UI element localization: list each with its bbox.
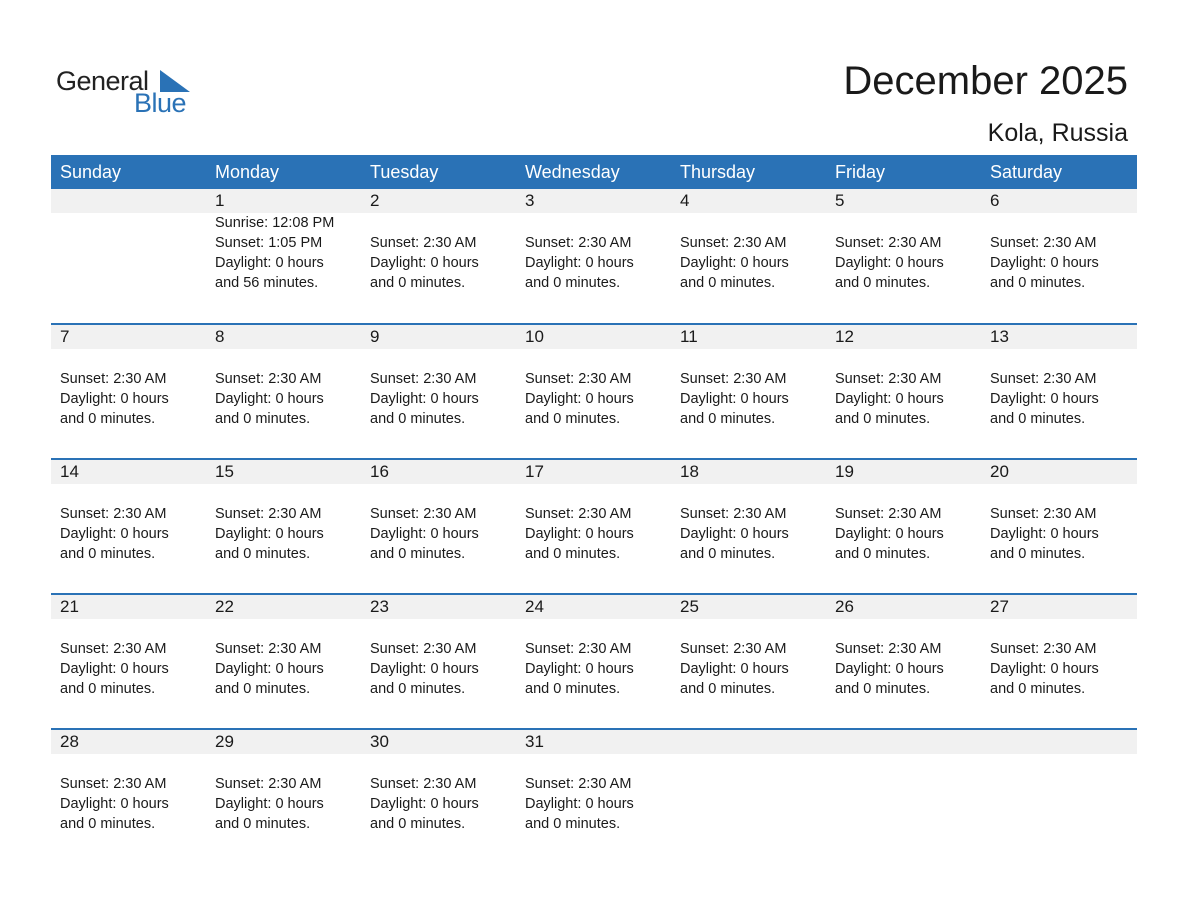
day-cell-info bbox=[206, 349, 361, 429]
daylight-text: Daylight: 0 hours bbox=[990, 255, 1099, 271]
sunrise-text: Sunrise: 12:08 PM bbox=[215, 215, 335, 231]
daylight-text: and 56 minutes. bbox=[215, 275, 319, 291]
sunset-text: Sunset: 2:30 AM bbox=[370, 371, 477, 387]
sunset-text: Sunset: 2:30 AM bbox=[525, 641, 632, 657]
day-cell-info bbox=[826, 349, 981, 429]
day-number: 2 bbox=[370, 191, 380, 210]
day-cell-info bbox=[206, 754, 361, 834]
weekday-header-monday: Monday bbox=[215, 162, 280, 182]
day-cell-info bbox=[206, 484, 361, 564]
sunset-text: Sunset: 2:30 AM bbox=[60, 371, 167, 387]
day-cell-info bbox=[51, 754, 206, 834]
weekday-header-friday: Friday bbox=[835, 162, 886, 182]
day-number: 10 bbox=[525, 327, 544, 346]
brand-word-general: General bbox=[56, 66, 149, 96]
daylight-text: and 0 minutes. bbox=[370, 816, 466, 832]
sunset-text: Sunset: 2:30 AM bbox=[60, 506, 167, 522]
day-cell-info bbox=[981, 349, 1137, 429]
daylight-text: Daylight: 0 hours bbox=[835, 391, 944, 407]
day-cell-info bbox=[51, 619, 206, 699]
daylight-text: Daylight: 0 hours bbox=[835, 526, 944, 542]
day-cell-info bbox=[981, 484, 1137, 564]
daylight-text: and 0 minutes. bbox=[215, 546, 311, 562]
sunset-text: Sunset: 2:30 AM bbox=[370, 235, 477, 251]
weekday-header-sunday: Sunday bbox=[60, 162, 122, 182]
day-number: 30 bbox=[370, 732, 389, 751]
daylight-text: and 0 minutes. bbox=[835, 275, 931, 291]
daylight-text: Daylight: 0 hours bbox=[370, 255, 479, 271]
sunset-text: Sunset: 2:30 AM bbox=[215, 641, 322, 657]
day-cell-info bbox=[516, 213, 671, 293]
daylight-text: and 0 minutes. bbox=[370, 681, 466, 697]
sunset-text: Sunset: 2:30 AM bbox=[525, 776, 632, 792]
sunset-text: Sunset: 2:30 AM bbox=[835, 506, 942, 522]
daylight-text: Daylight: 0 hours bbox=[370, 796, 479, 812]
day-number: 17 bbox=[525, 462, 544, 481]
day-cell-info bbox=[206, 213, 361, 293]
day-info-row bbox=[51, 619, 1137, 699]
daylight-text: Daylight: 0 hours bbox=[680, 391, 789, 407]
calendar-week bbox=[51, 189, 1137, 323]
daylight-text: Daylight: 0 hours bbox=[370, 526, 479, 542]
calendar-week bbox=[51, 593, 1137, 728]
daylight-text: and 0 minutes. bbox=[60, 816, 156, 832]
sunset-text: Sunset: 2:30 AM bbox=[835, 235, 942, 251]
day-number: 27 bbox=[990, 597, 1009, 616]
daylight-text: and 0 minutes. bbox=[215, 411, 311, 427]
daylight-text: Daylight: 0 hours bbox=[525, 255, 634, 271]
day-number: 23 bbox=[370, 597, 389, 616]
day-number: 12 bbox=[835, 327, 854, 346]
daylight-text: Daylight: 0 hours bbox=[60, 796, 169, 812]
day-number: 26 bbox=[835, 597, 854, 616]
daylight-text: and 0 minutes. bbox=[60, 681, 156, 697]
day-cell-info bbox=[206, 619, 361, 699]
daylight-text: Daylight: 0 hours bbox=[680, 526, 789, 542]
daylight-text: Daylight: 0 hours bbox=[215, 391, 324, 407]
sunset-text: Sunset: 2:30 AM bbox=[60, 776, 167, 792]
day-number: 18 bbox=[680, 462, 699, 481]
day-number bbox=[671, 730, 826, 754]
daylight-text: Daylight: 0 hours bbox=[525, 796, 634, 812]
daylight-text: Daylight: 0 hours bbox=[525, 526, 634, 542]
sunset-text: Sunset: 2:30 AM bbox=[215, 371, 322, 387]
location-label: Kola, Russia bbox=[987, 119, 1128, 147]
day-cell-info bbox=[51, 213, 206, 293]
day-number: 31 bbox=[525, 732, 544, 751]
day-number: 19 bbox=[835, 462, 854, 481]
sunset-text: Sunset: 2:30 AM bbox=[990, 371, 1097, 387]
day-number: 28 bbox=[60, 732, 79, 751]
date-number-row bbox=[51, 460, 1137, 484]
daylight-text: and 0 minutes. bbox=[680, 411, 776, 427]
daylight-text: and 0 minutes. bbox=[990, 411, 1086, 427]
day-cell-info bbox=[516, 484, 671, 564]
day-cell-info bbox=[516, 754, 671, 834]
day-number: 3 bbox=[525, 191, 535, 210]
daylight-text: Daylight: 0 hours bbox=[215, 255, 324, 271]
sunset-text: Sunset: 2:30 AM bbox=[680, 371, 787, 387]
day-number: 13 bbox=[990, 327, 1009, 346]
date-number-row bbox=[51, 189, 1137, 213]
brand-word-blue: Blue bbox=[134, 88, 187, 118]
day-cell-info bbox=[826, 213, 981, 293]
daylight-text: and 0 minutes. bbox=[680, 681, 776, 697]
date-number-row bbox=[51, 595, 1137, 619]
day-cell-info bbox=[826, 484, 981, 564]
sunset-text: Sunset: 2:30 AM bbox=[370, 776, 477, 792]
day-info-row bbox=[51, 349, 1137, 429]
date-number-row bbox=[51, 325, 1137, 349]
day-number: 15 bbox=[215, 462, 234, 481]
day-number: 11 bbox=[680, 327, 698, 346]
page-title: December 2025 bbox=[843, 59, 1128, 103]
daylight-text: and 0 minutes. bbox=[215, 816, 311, 832]
day-cell-info bbox=[981, 754, 1137, 834]
daylight-text: and 0 minutes. bbox=[215, 681, 311, 697]
sunset-text: Sunset: 2:30 AM bbox=[990, 506, 1097, 522]
sunset-text: Sunset: 2:30 AM bbox=[370, 641, 477, 657]
day-cell-info bbox=[361, 484, 516, 564]
day-number bbox=[51, 189, 206, 213]
calendar-grid bbox=[51, 155, 1137, 863]
sunset-text: Sunset: 2:30 AM bbox=[680, 641, 787, 657]
day-cell-info bbox=[981, 619, 1137, 699]
daylight-text: and 0 minutes. bbox=[990, 275, 1086, 291]
daylight-text: Daylight: 0 hours bbox=[215, 526, 324, 542]
sunset-text: Sunset: 2:30 AM bbox=[215, 506, 322, 522]
day-info-row bbox=[51, 484, 1137, 564]
date-number-row bbox=[51, 730, 1137, 754]
daylight-text: and 0 minutes. bbox=[525, 275, 621, 291]
daylight-text: and 0 minutes. bbox=[680, 546, 776, 562]
daylight-text: Daylight: 0 hours bbox=[990, 391, 1099, 407]
daylight-text: and 0 minutes. bbox=[835, 681, 931, 697]
daylight-text: Daylight: 0 hours bbox=[990, 526, 1099, 542]
daylight-text: and 0 minutes. bbox=[370, 275, 466, 291]
day-number: 8 bbox=[215, 327, 225, 346]
day-cell-info bbox=[361, 349, 516, 429]
daylight-text: and 0 minutes. bbox=[370, 411, 466, 427]
day-number: 25 bbox=[680, 597, 699, 616]
sunset-text: Sunset: 1:05 PM bbox=[215, 235, 323, 251]
daylight-text: Daylight: 0 hours bbox=[60, 391, 169, 407]
sunset-text: Sunset: 2:30 AM bbox=[215, 776, 322, 792]
daylight-text: Daylight: 0 hours bbox=[370, 661, 479, 677]
day-number: 20 bbox=[990, 462, 1009, 481]
day-number: 21 bbox=[60, 597, 79, 616]
daylight-text: and 0 minutes. bbox=[60, 411, 156, 427]
weekday-header-tuesday: Tuesday bbox=[370, 162, 439, 182]
weekday-header-thursday: Thursday bbox=[680, 162, 756, 182]
weekday-header-saturday: Saturday bbox=[990, 162, 1063, 182]
day-cell-info bbox=[826, 619, 981, 699]
daylight-text: and 0 minutes. bbox=[835, 411, 931, 427]
daylight-text: Daylight: 0 hours bbox=[525, 391, 634, 407]
weekday-header-row bbox=[51, 155, 1137, 189]
brand-logo bbox=[56, 66, 196, 118]
sunset-text: Sunset: 2:30 AM bbox=[680, 506, 787, 522]
day-cell-info bbox=[671, 349, 826, 429]
calendar-week bbox=[51, 323, 1137, 458]
day-number: 1 bbox=[215, 191, 225, 210]
daylight-text: Daylight: 0 hours bbox=[680, 661, 789, 677]
daylight-text: Daylight: 0 hours bbox=[525, 661, 634, 677]
day-cell-info bbox=[361, 213, 516, 293]
daylight-text: Daylight: 0 hours bbox=[215, 796, 324, 812]
calendar-week bbox=[51, 458, 1137, 593]
sunset-text: Sunset: 2:30 AM bbox=[370, 506, 477, 522]
sunset-text: Sunset: 2:30 AM bbox=[835, 641, 942, 657]
daylight-text: and 0 minutes. bbox=[990, 546, 1086, 562]
daylight-text: and 0 minutes. bbox=[60, 546, 156, 562]
day-cell-info bbox=[671, 619, 826, 699]
daylight-text: Daylight: 0 hours bbox=[990, 661, 1099, 677]
daylight-text: Daylight: 0 hours bbox=[680, 255, 789, 271]
daylight-text: Daylight: 0 hours bbox=[215, 661, 324, 677]
day-info-row bbox=[51, 754, 1137, 834]
daylight-text: Daylight: 0 hours bbox=[835, 661, 944, 677]
daylight-text: Daylight: 0 hours bbox=[60, 526, 169, 542]
day-number: 5 bbox=[835, 191, 845, 210]
daylight-text: and 0 minutes. bbox=[680, 275, 776, 291]
day-number: 24 bbox=[525, 597, 544, 616]
daylight-text: Daylight: 0 hours bbox=[370, 391, 479, 407]
daylight-text: Daylight: 0 hours bbox=[60, 661, 169, 677]
sunset-text: Sunset: 2:30 AM bbox=[990, 641, 1097, 657]
day-number: 16 bbox=[370, 462, 389, 481]
daylight-text: Daylight: 0 hours bbox=[835, 255, 944, 271]
day-number: 9 bbox=[370, 327, 380, 346]
daylight-text: and 0 minutes. bbox=[525, 411, 621, 427]
sunset-text: Sunset: 2:30 AM bbox=[835, 371, 942, 387]
day-number bbox=[981, 730, 1137, 754]
day-number: 7 bbox=[60, 327, 70, 346]
day-number: 4 bbox=[680, 191, 690, 210]
sunset-text: Sunset: 2:30 AM bbox=[680, 235, 787, 251]
day-cell-info bbox=[671, 484, 826, 564]
calendar-weeks bbox=[51, 189, 1137, 863]
sunset-text: Sunset: 2:30 AM bbox=[525, 235, 632, 251]
weekday-header-wednesday: Wednesday bbox=[525, 162, 620, 182]
day-cell-info bbox=[671, 754, 826, 834]
day-number: 14 bbox=[60, 462, 79, 481]
day-number: 29 bbox=[215, 732, 234, 751]
sunset-text: Sunset: 2:30 AM bbox=[990, 235, 1097, 251]
day-cell-info bbox=[516, 349, 671, 429]
day-cell-info bbox=[51, 349, 206, 429]
sunset-text: Sunset: 2:30 AM bbox=[525, 506, 632, 522]
day-cell-info bbox=[671, 213, 826, 293]
daylight-text: and 0 minutes. bbox=[525, 681, 621, 697]
daylight-text: and 0 minutes. bbox=[525, 546, 621, 562]
day-info-row bbox=[51, 213, 1137, 293]
sunset-text: Sunset: 2:30 AM bbox=[525, 371, 632, 387]
day-cell-info bbox=[361, 754, 516, 834]
calendar-week bbox=[51, 728, 1137, 863]
day-cell-info bbox=[826, 754, 981, 834]
day-number: 6 bbox=[990, 191, 1000, 210]
day-number: 22 bbox=[215, 597, 234, 616]
day-cell-info bbox=[51, 484, 206, 564]
day-cell-info bbox=[516, 619, 671, 699]
day-cell-info bbox=[361, 619, 516, 699]
day-number bbox=[826, 730, 981, 754]
daylight-text: and 0 minutes. bbox=[990, 681, 1086, 697]
day-cell-info bbox=[981, 213, 1137, 293]
daylight-text: and 0 minutes. bbox=[835, 546, 931, 562]
daylight-text: and 0 minutes. bbox=[370, 546, 466, 562]
daylight-text: and 0 minutes. bbox=[525, 816, 621, 832]
sunset-text: Sunset: 2:30 AM bbox=[60, 641, 167, 657]
